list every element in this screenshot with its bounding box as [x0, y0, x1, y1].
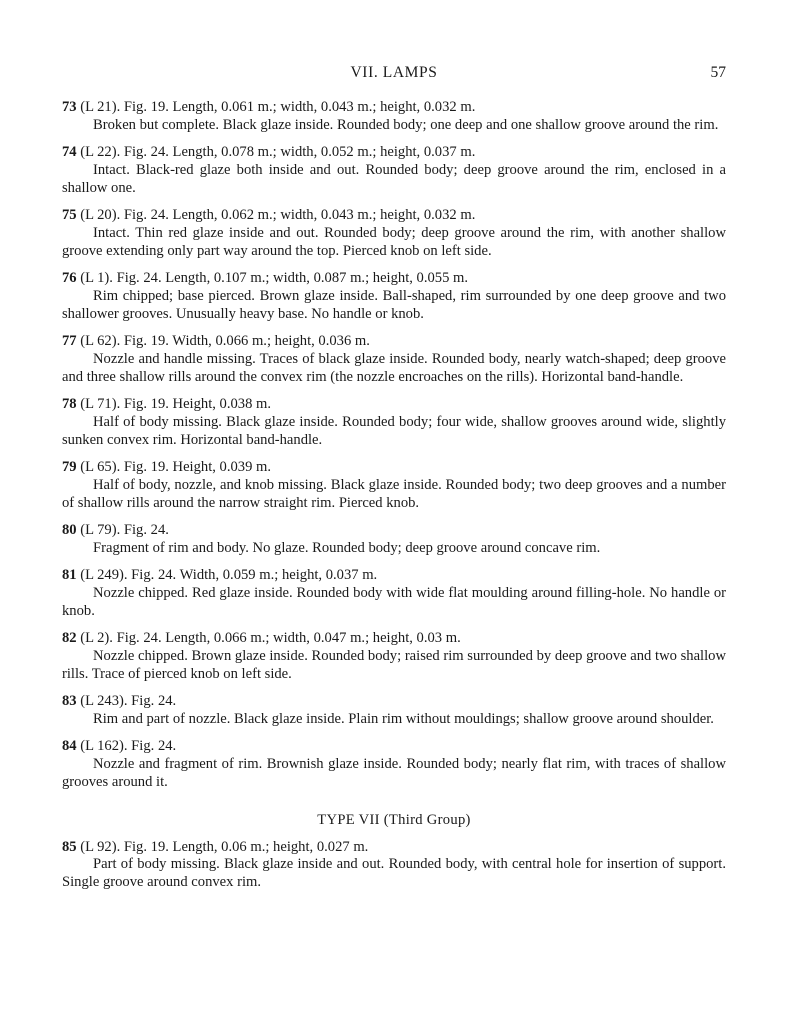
entry-description: Rim chipped; base pierced. Brown glaze inside. Ball-shaped, rim surrounded by one deep groove and two shallower grooves. Unusually heavy base. No handle or knob.: [62, 287, 726, 322]
entry-description: Half of body missing. Black glaze inside. Rounded body; four wide, shallow grooves around wide, slightly sunken convex rim. Horizontal band-handle.: [62, 413, 726, 448]
catalogue-entry: [62, 144, 726, 197]
entry-heading: [62, 693, 726, 711]
catalogue-entry: [62, 459, 726, 512]
entry-heading: [62, 207, 726, 225]
entry-description: Nozzle and handle missing. Traces of black glaze inside. Rounded body, nearly watch-shaped; deep groove and three shallow rills around the convex rim (the nozzle encroaches on the rills). Horizontal band-handle.: [62, 350, 726, 385]
entry-description: Nozzle chipped. Brown glaze inside. Rounded body; raised rim surrounded by deep groove and two shallow rills. Trace of pierced knob on left side.: [62, 648, 726, 682]
entry-heading: [62, 99, 726, 117]
entry-heading: [62, 144, 726, 162]
entry-description: Nozzle and fragment of rim. Brownish glaze inside. Rounded body; nearly flat rim, with traces of shallow grooves around it.: [62, 756, 726, 791]
entry-number: 74: [62, 144, 77, 161]
entry-details: (L 92). Fig. 19. Length, 0.06 m.; height, 0.027 m.: [80, 838, 369, 855]
entry-details: (L 62). Fig. 19. Width, 0.066 m.; height, 0.036 m.: [80, 333, 370, 350]
entry-heading: [62, 738, 726, 756]
section-heading: TYPE VII (Third Group): [317, 811, 471, 828]
catalogue-entry: [62, 567, 726, 620]
entry-description: Broken but complete. Black glaze inside. Rounded body; one deep and one shallow groove around the rim.: [93, 116, 719, 133]
entry-number: 73: [62, 99, 77, 115]
entry-heading: [62, 567, 726, 585]
section-entries: [62, 839, 726, 892]
entry-description: Intact. Thin red glaze inside and out. Rounded body; deep groove around the rim, with another shallow groove extending only part way around the top. Pierced knob on left side.: [62, 224, 726, 259]
catalogue-entry: [62, 693, 726, 729]
entry-details: (L 79). Fig. 24.: [80, 522, 169, 539]
entry-description: Intact. Black-red glaze both inside and out. Rounded body; deep groove around the rim, enclosed in a shallow one.: [62, 161, 726, 196]
entry-number: 83: [62, 693, 77, 710]
entry-number: 84: [62, 738, 77, 755]
entry-number: 79: [62, 459, 77, 476]
catalogue-text: [62, 99, 726, 902]
entry-details: (L 1). Fig. 24. Length, 0.107 m.; width, 0.087 m.; height, 0.055 m.: [80, 270, 469, 287]
catalogue-entries: [62, 99, 726, 792]
catalogue-entry: [62, 839, 726, 892]
entry-number: 76: [62, 270, 77, 287]
entry-details: (L 21). Fig. 19. Length, 0.061 m.; width, 0.043 m.; height, 0.032 m.: [80, 99, 476, 115]
entry-details: (L 243). Fig. 24.: [80, 693, 177, 710]
running-header: [62, 64, 726, 86]
entry-number: 77: [62, 333, 77, 350]
catalogue-entry: [62, 522, 726, 558]
running-title: VII. LAMPS: [350, 64, 438, 81]
entry-heading: [62, 522, 726, 540]
entry-details: (L 65). Fig. 19. Height, 0.039 m.: [80, 459, 272, 476]
entry-details: (L 249). Fig. 24. Width, 0.059 m.; height, 0.037 m.: [80, 567, 378, 584]
entry-heading: [62, 459, 726, 477]
entry-number: 80: [62, 522, 77, 539]
entry-details: (L 2). Fig. 24. Length, 0.066 m.; width, 0.047 m.; height, 0.03 m.: [80, 630, 461, 647]
entry-description: Part of body missing. Black glaze inside and out. Rounded body, with central hole for insertion of support. Single groove around convex rim.: [62, 856, 726, 891]
catalogue-entry: [62, 396, 726, 449]
entry-description: Nozzle chipped. Red glaze inside. Rounded body with wide flat moulding around filling-hole. No handle or knob.: [62, 585, 726, 619]
catalogue-entry: [62, 270, 726, 323]
entry-number: 78: [62, 396, 77, 413]
catalogue-entry: [62, 333, 726, 386]
entry-description: Fragment of rim and body. No glaze. Rounded body; deep groove around concave rim.: [93, 539, 601, 556]
catalogue-entry: [62, 630, 726, 683]
entry-heading: [62, 270, 726, 288]
entry-details: (L 71). Fig. 19. Height, 0.038 m.: [80, 396, 272, 413]
page-number: 57: [710, 64, 726, 81]
entry-description: Rim and part of nozzle. Black glaze inside. Plain rim without mouldings; shallow groove around shoulder.: [93, 711, 714, 728]
entry-heading: [62, 839, 726, 857]
entry-heading: [62, 396, 726, 414]
entry-details: (L 162). Fig. 24.: [80, 738, 177, 755]
catalogue-entry: [62, 99, 726, 135]
entry-number: 81: [62, 567, 77, 584]
entry-number: 82: [62, 630, 77, 647]
entry-description: Half of body, nozzle, and knob missing. Black glaze inside. Rounded body; two deep grooves and a number of shallow rills around the narrow straight rim. Pierced knob.: [62, 476, 726, 511]
entry-heading: [62, 333, 726, 351]
entry-heading: [62, 630, 726, 648]
entry-number: 85: [62, 838, 77, 855]
catalogue-entry: [62, 207, 726, 260]
entry-number: 75: [62, 207, 77, 224]
entry-details: (L 20). Fig. 24. Length, 0.062 m.; width, 0.043 m.; height, 0.032 m.: [80, 207, 476, 224]
entry-details: (L 22). Fig. 24. Length, 0.078 m.; width, 0.052 m.; height, 0.037 m.: [80, 144, 476, 161]
catalogue-entry: [62, 738, 726, 791]
